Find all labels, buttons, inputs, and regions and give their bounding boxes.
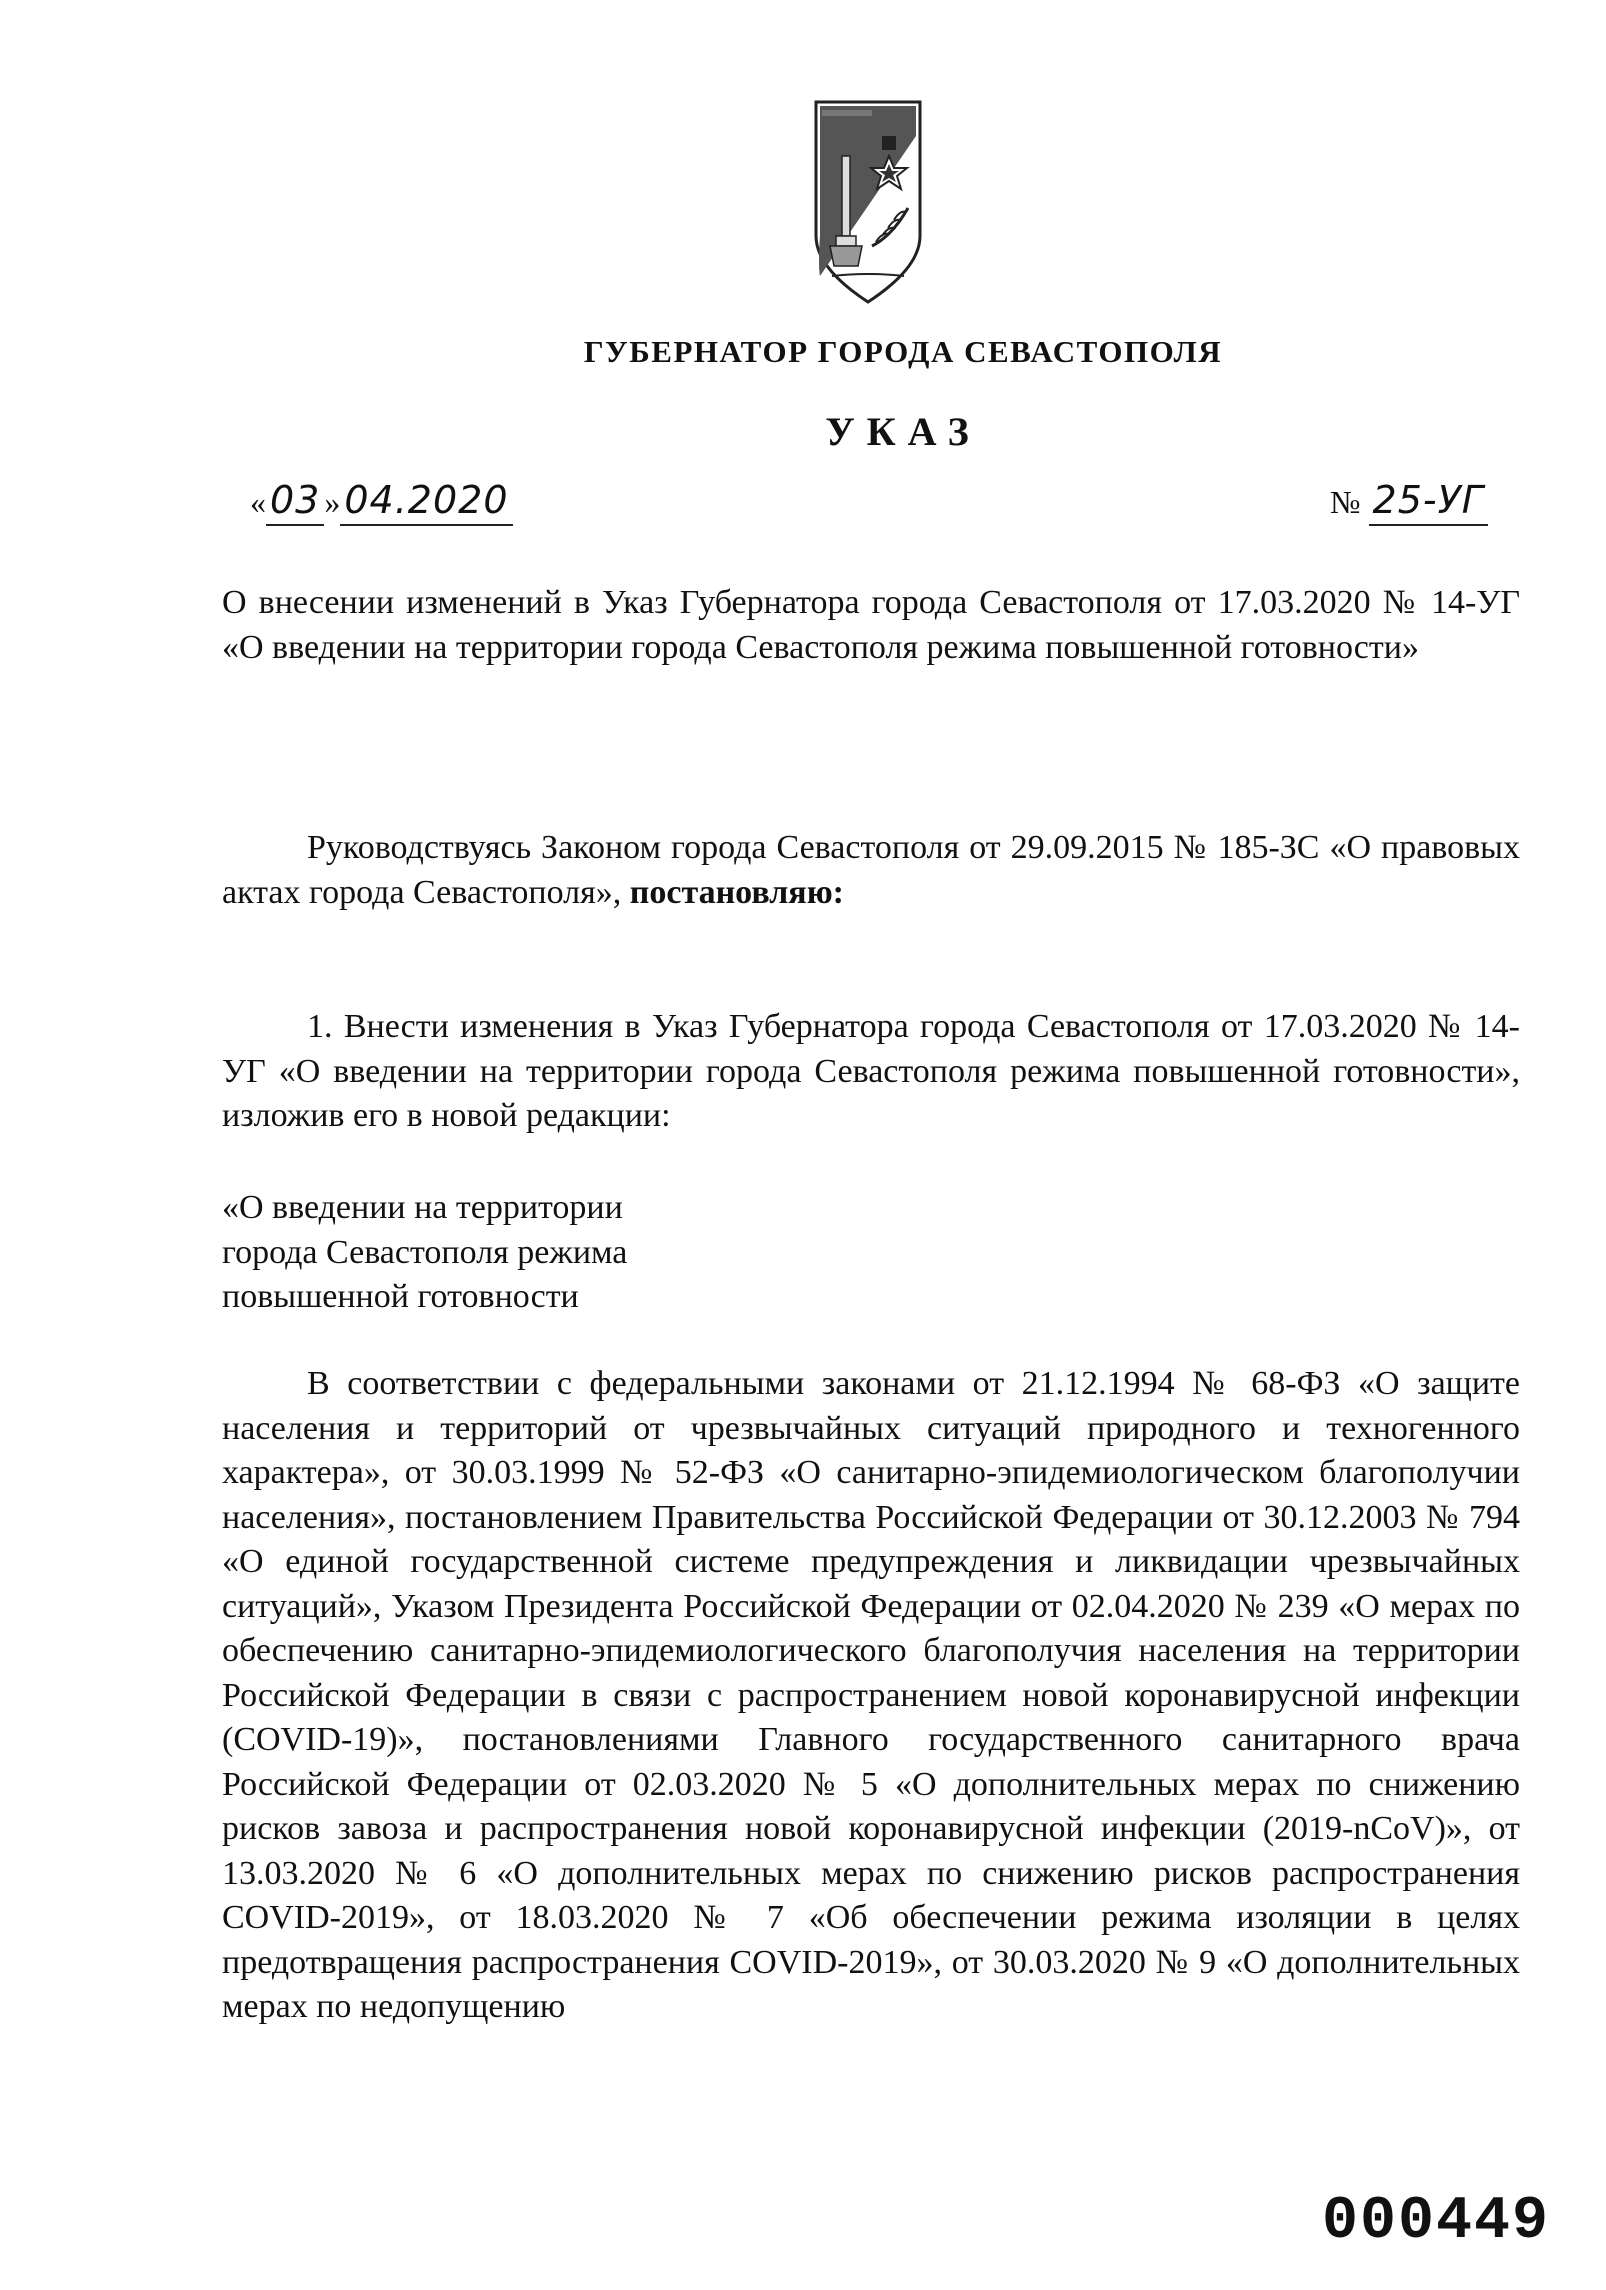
main-paragraph: В соответствии с федеральными законами от 21.12.1994 № 68-ФЗ «О защите населения и территорий от чрезвычайных ситуаций природного и техногенного характера», от 30.03.1999 № 52-ФЗ «О санитарно-эпидемиологическом благополучии населения», постановлением Правительства Российской Федерации от 30.12.2003 № 794 «О единой государственной системе предупреждения и ликвидации чрезвычайных ситуаций», Указом Президента Российской Федерации от 02.04.2020 № 239 «О мерах по обеспечению санитарно-эпидемиологического благополучия населения на территории Российской Федерации в связи с распространением новой коронавирусной инфекции (COVID-19)», постановлениями Главного государственного санитарного врача Российской Федерации от 02.03.2020 № 5 «О дополнительных мерах по снижению рисков завоза и распространения новой коронавирусной инфекции (2019-nCoV)», от 13.03.2020 № 6 «О дополнительных мерах по снижению рисков распространения COVID-2019», от 18.03.2020 № 7 «Об обеспечении режима изоляции в целях предотвращения распространения COVID-2019», от 30.03.2020 № 9 «О дополнительных мерах по недопущению <box>222 1365 1520 2025</box>
issuing-authority: ГУБЕРНАТОР ГОРОДА СЕВАСТОПОЛЯ <box>583 334 1223 369</box>
new-title-quote <box>222 1186 822 1320</box>
quote-line-3: повышенной готовности <box>222 1278 579 1315</box>
document-date <box>250 478 513 526</box>
clause-1-text: 1. Внести изменения в Указ Губернатора города Севастополя от 17.03.2020 № 14-УГ «О введении на территории города Севастополя режима повышенной готовности», изложив его в новой редакции: <box>222 1008 1520 1134</box>
sevastopol-coat-of-arms-icon <box>812 96 924 308</box>
date-month-year: 04.2020 <box>340 478 512 526</box>
clause-1 <box>222 1005 1520 1139</box>
date-quote-open: « <box>250 484 266 520</box>
preamble-text: Руководствуясь Законом города Севастополя от 29.09.2015 № 185-ЗС «О правовых актах города Севастополя», <box>222 829 1520 911</box>
document-number <box>1330 478 1520 526</box>
document-title <box>222 581 1520 670</box>
date-day: 03 <box>266 478 324 526</box>
main-body <box>222 1362 1520 2030</box>
quote-line-1: «О введении на территории <box>222 1189 623 1226</box>
preamble-paragraph <box>222 826 1520 915</box>
document-type: УКАЗ <box>825 409 981 454</box>
page-serial-number: 000449 <box>1321 2188 1550 2256</box>
number-value: 25-УГ <box>1369 478 1488 526</box>
quote-line-2: города Севастополя режима <box>222 1233 628 1271</box>
resolve-word: постановляю: <box>629 873 845 911</box>
title-text: О внесении изменений в Указ Губернатора города Севастополя от 17.03.2020 № 14-УГ «О введении на территории города Севастополя режима повышенной готовности» <box>222 584 1520 666</box>
date-quote-close: » <box>324 484 341 520</box>
preamble <box>222 826 1520 915</box>
number-prefix: № <box>1330 484 1361 520</box>
